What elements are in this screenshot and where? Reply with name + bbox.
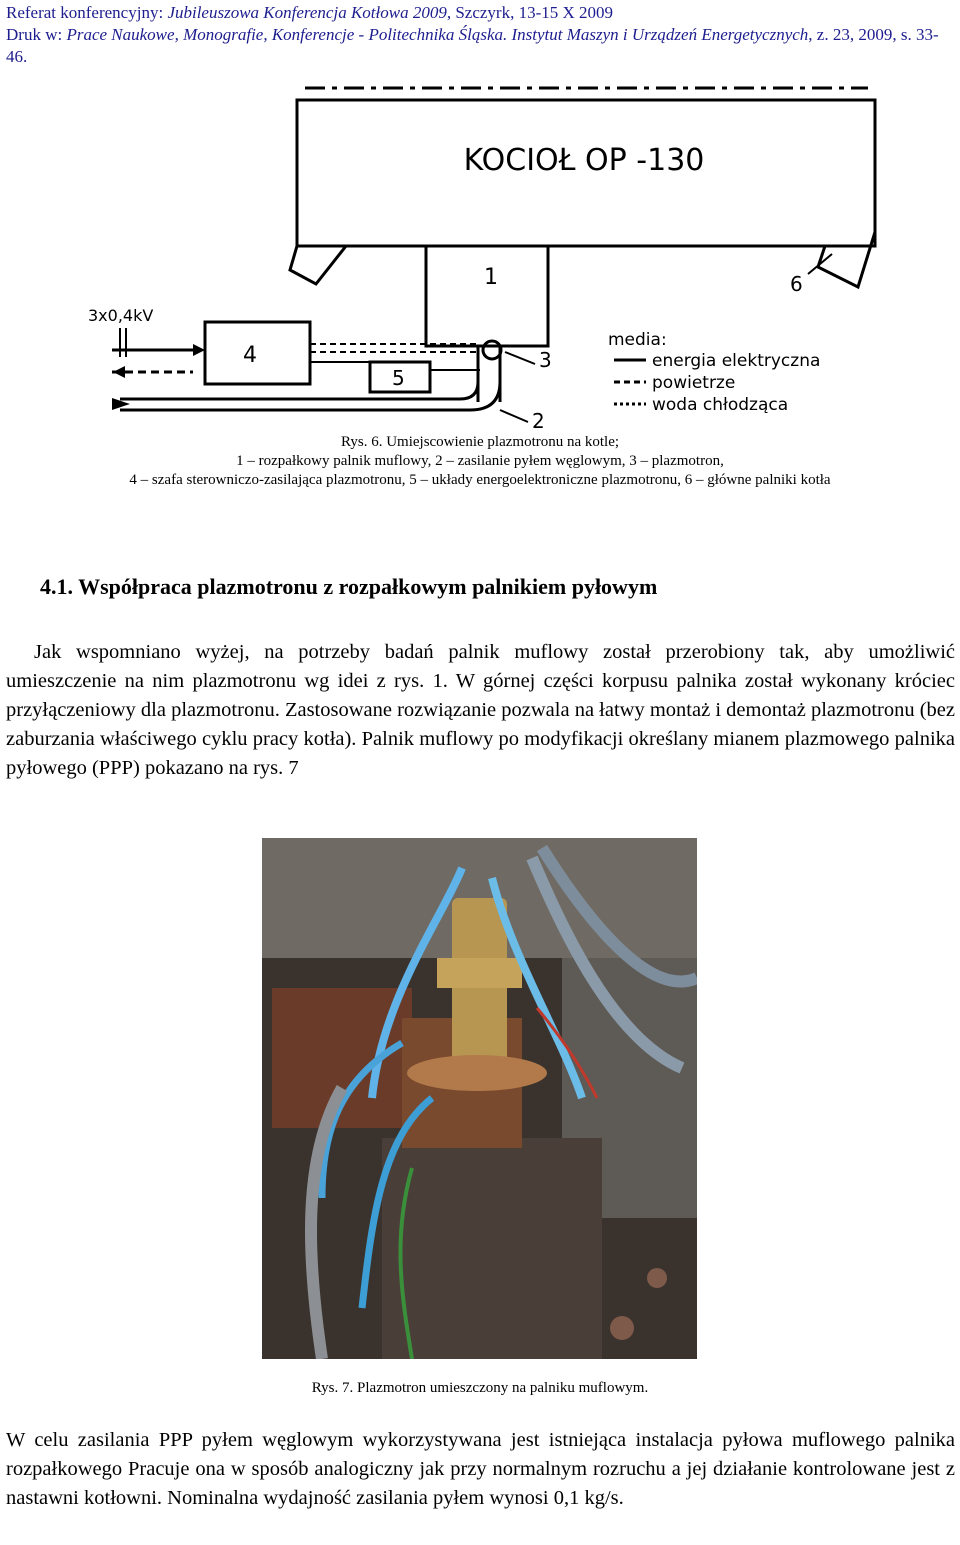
boiler-label: KOCIOŁ OP -130 — [463, 143, 705, 178]
label-2: 2 — [532, 409, 545, 432]
citation-line-2: Druk w: Prace Naukowe, Monografie, Konferencje - Politechnika Śląska. Instytut Maszyn i Urządzeń Energetycznych, z. 23, 2009, s. 33-46. — [6, 25, 939, 66]
label-3: 3 — [539, 348, 552, 372]
legend-air: powietrze — [652, 373, 736, 393]
label-4: 4 — [243, 343, 257, 368]
figure-7-photo — [262, 838, 697, 1359]
publication-series: Prace Naukowe, Monografie, Konferencje - Politechnika Śląska. Instytut Maszyn i Urządzeń Energetycznych — [66, 25, 809, 44]
figure-6-caption: Rys. 6. Umiejscowienie plazmotronu na kotle; 1 – rozpałkowy palnik muflowy, 2 – zasilanie pyłem węglowym, 3 – plazmotron, 4 – szafa sterowniczo-zasilająca plazmotronu, 5 – układy energoelektroniczne plazmotronu, 6 – główne palniki kotła — [129, 434, 831, 488]
label-5: 5 — [392, 366, 405, 390]
conference-title: Jubileuszowa Konferencja Kotłowa 2009 — [167, 3, 447, 22]
section-title: 4.1. Współpraca plazmotronu z rozpałkowym palnikiem pyłowym — [40, 574, 658, 599]
voltage-label: 3x0,4kV — [88, 306, 154, 325]
legend-electric: energia elektryczna — [652, 351, 821, 371]
plasmatron-photo-illustration — [262, 838, 697, 1359]
citation-header — [6, 2, 954, 68]
label-6: 6 — [790, 272, 803, 296]
section-paragraph: Jak wspomniano wyżej, na potrzeby badań palnik muflowy został przerobiony tak, aby umożliwić umieszczenie na nim plazmotronu wg idei z rys. 1. W górnej części korpusu palnika został wykonany króciec przyłączeniowy dla plazmotronu. Zastosowane rozwiązanie pozwala na łatwy montaż i demontaż plazmotronu (bez zaburzania właściwego cyklu pracy kotła). Palnik muflowy po modyfikacji określany mianem plazmowego palnika pyłowego (PPP) pokazano na rys. 7 — [6, 641, 955, 779]
legend-water: woda chłodząca — [652, 395, 789, 415]
figure-7-caption: Rys. 7. Plazmotron umieszczony na palniku muflowym. — [311, 1380, 649, 1396]
legend-title: media: — [608, 330, 667, 350]
label-1: 1 — [484, 265, 498, 290]
figure-6-diagram — [0, 72, 960, 432]
closing-paragraph: W celu zasilania PPP pyłem węglowym wykorzystywana jest istniejąca instalacja pyłowa muflowego palnika rozpałkowego Pracuje ona w sposób analogiczny jak przy normalnym rozruchu a jej działanie kontrolowane jest z nastawni kotłowni. Nominalna wydajność zasilania pyłem wynosi 0,1 kg/s. — [6, 1429, 955, 1509]
citation-line-1: Referat konferencyjny: Jubileuszowa Konferencja Kotłowa 2009, Szczyrk, 13-15 X 2009 — [6, 3, 614, 22]
